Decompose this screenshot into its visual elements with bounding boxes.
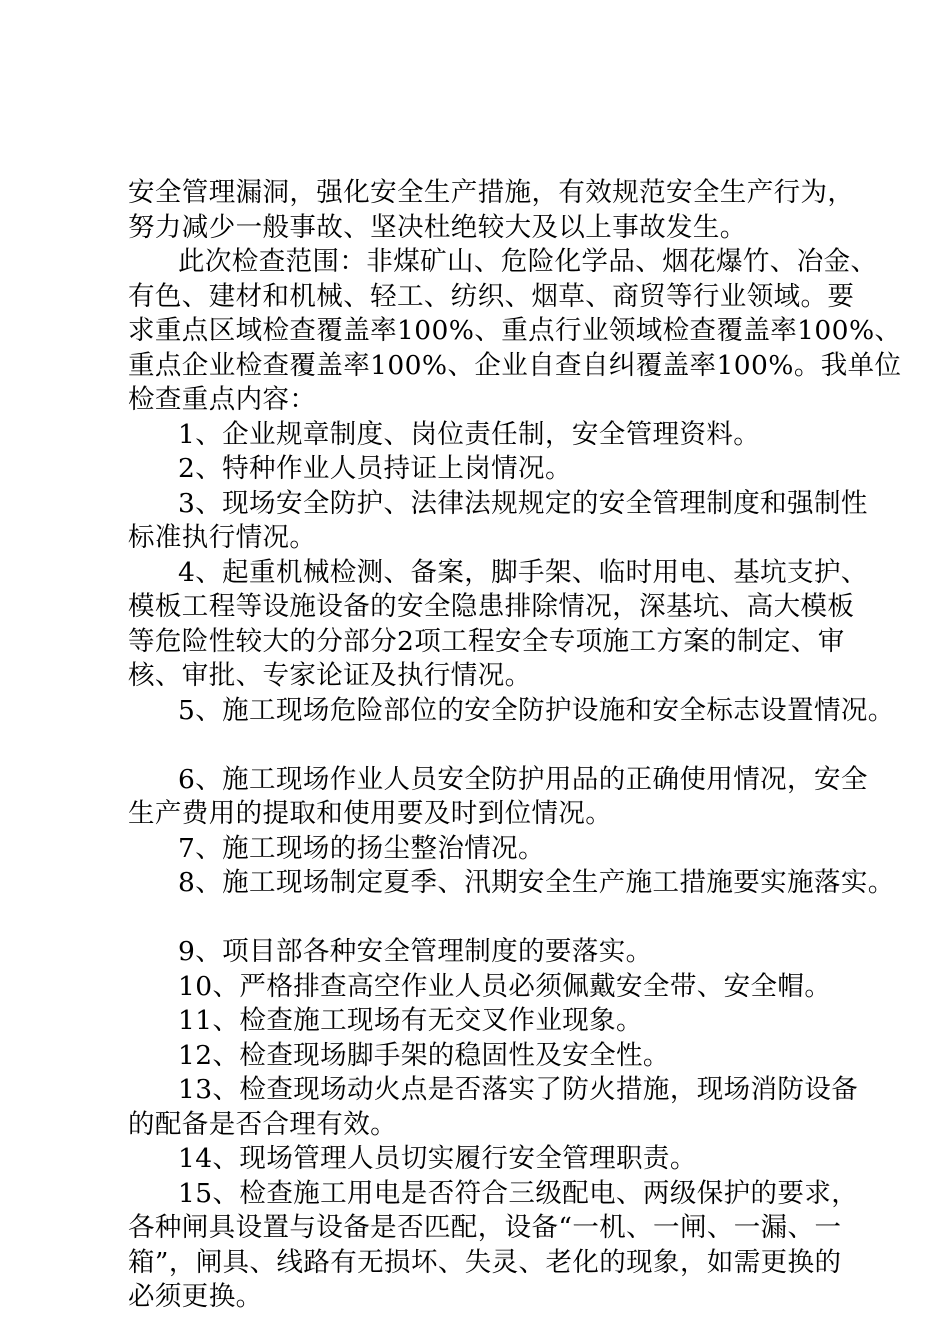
text-line: 必须更换。 — [128, 1281, 263, 1312]
text-line: 标准执行情况。 — [128, 522, 317, 553]
list-item: 12、检查现场脚手架的稳固性及安全性。 — [178, 1040, 670, 1071]
list-item: 14、现场管理人员切实履行安全管理职责。 — [178, 1143, 697, 1174]
text-line: 求重点区域检查覆盖率100%、重点行业领域检查覆盖率100%、 — [128, 315, 902, 346]
list-item: 11、检查施工现场有无交叉作业现象。 — [178, 1005, 643, 1036]
text-line: 重点企业检查覆盖率100%、企业自查自纠覆盖率100%。我单位 — [128, 350, 902, 381]
list-item: 10、严格排查高空作业人员必须佩戴安全带、安全帽。 — [178, 971, 832, 1002]
list-item: 4、起重机械检测、备案，脚手架、临时用电、基坑支护、 — [178, 557, 868, 588]
list-item: 1、企业规章制度、岗位责任制，安全管理资料。 — [178, 419, 761, 450]
text-line: 的配备是否合理有效。 — [128, 1109, 397, 1140]
text-line: 有色、建材和机械、轻工、纺织、烟草、商贸等行业领域。要 — [128, 281, 855, 312]
text-line: 箱”，闸具、线路有无损坏、失灵、老化的现象，如需更换的 — [128, 1247, 842, 1278]
text-line: 生产费用的提取和使用要及时到位情况。 — [128, 798, 613, 829]
text-line: 等危险性较大的分部分2项工程安全专项施工方案的制定、审 — [128, 626, 845, 657]
text-line: 模板工程等设施设备的安全隐患排除情况，深基坑、高大模板 — [128, 591, 855, 622]
text-line: 核、审批、专家论证及执行情况。 — [128, 660, 532, 691]
list-item: 7、施工现场的扬尘整治情况。 — [178, 833, 545, 864]
list-item: 13、检查现场动火点是否落实了防火措施，现场消防设备 — [178, 1074, 859, 1105]
text-line: 检查重点内容： — [128, 384, 317, 415]
text-line: 各种闸具设置与设备是否匹配，设备“一机、一闸、一漏、一 — [128, 1212, 842, 1243]
list-item: 6、施工现场作业人员安全防护用品的正确使用情况，安全 — [178, 764, 868, 795]
list-item: 5、施工现场危险部位的安全防护设施和安全标志设置情况。 — [178, 695, 895, 726]
list-item: 8、施工现场制定夏季、汛期安全生产施工措施要实施落实。 — [178, 867, 895, 898]
list-item: 2、特种作业人员持证上岗情况。 — [178, 453, 572, 484]
text-line: 努力减少一般事故、坚决杜绝较大及以上事故发生。 — [128, 212, 747, 243]
list-item: 3、现场安全防护、法律法规规定的安全管理制度和强制性 — [178, 488, 868, 519]
paragraph-start: 此次检查范围：非煤矿山、危险化学品、烟花爆竹、冶金、 — [178, 246, 878, 277]
list-item: 9、项目部各种安全管理制度的要落实。 — [178, 936, 653, 967]
list-item: 15、检查施工用电是否符合三级配电、两级保护的要求， — [178, 1178, 859, 1209]
text-line: 安全管理漏洞，强化安全生产措施，有效规范安全生产行为， — [128, 177, 855, 208]
